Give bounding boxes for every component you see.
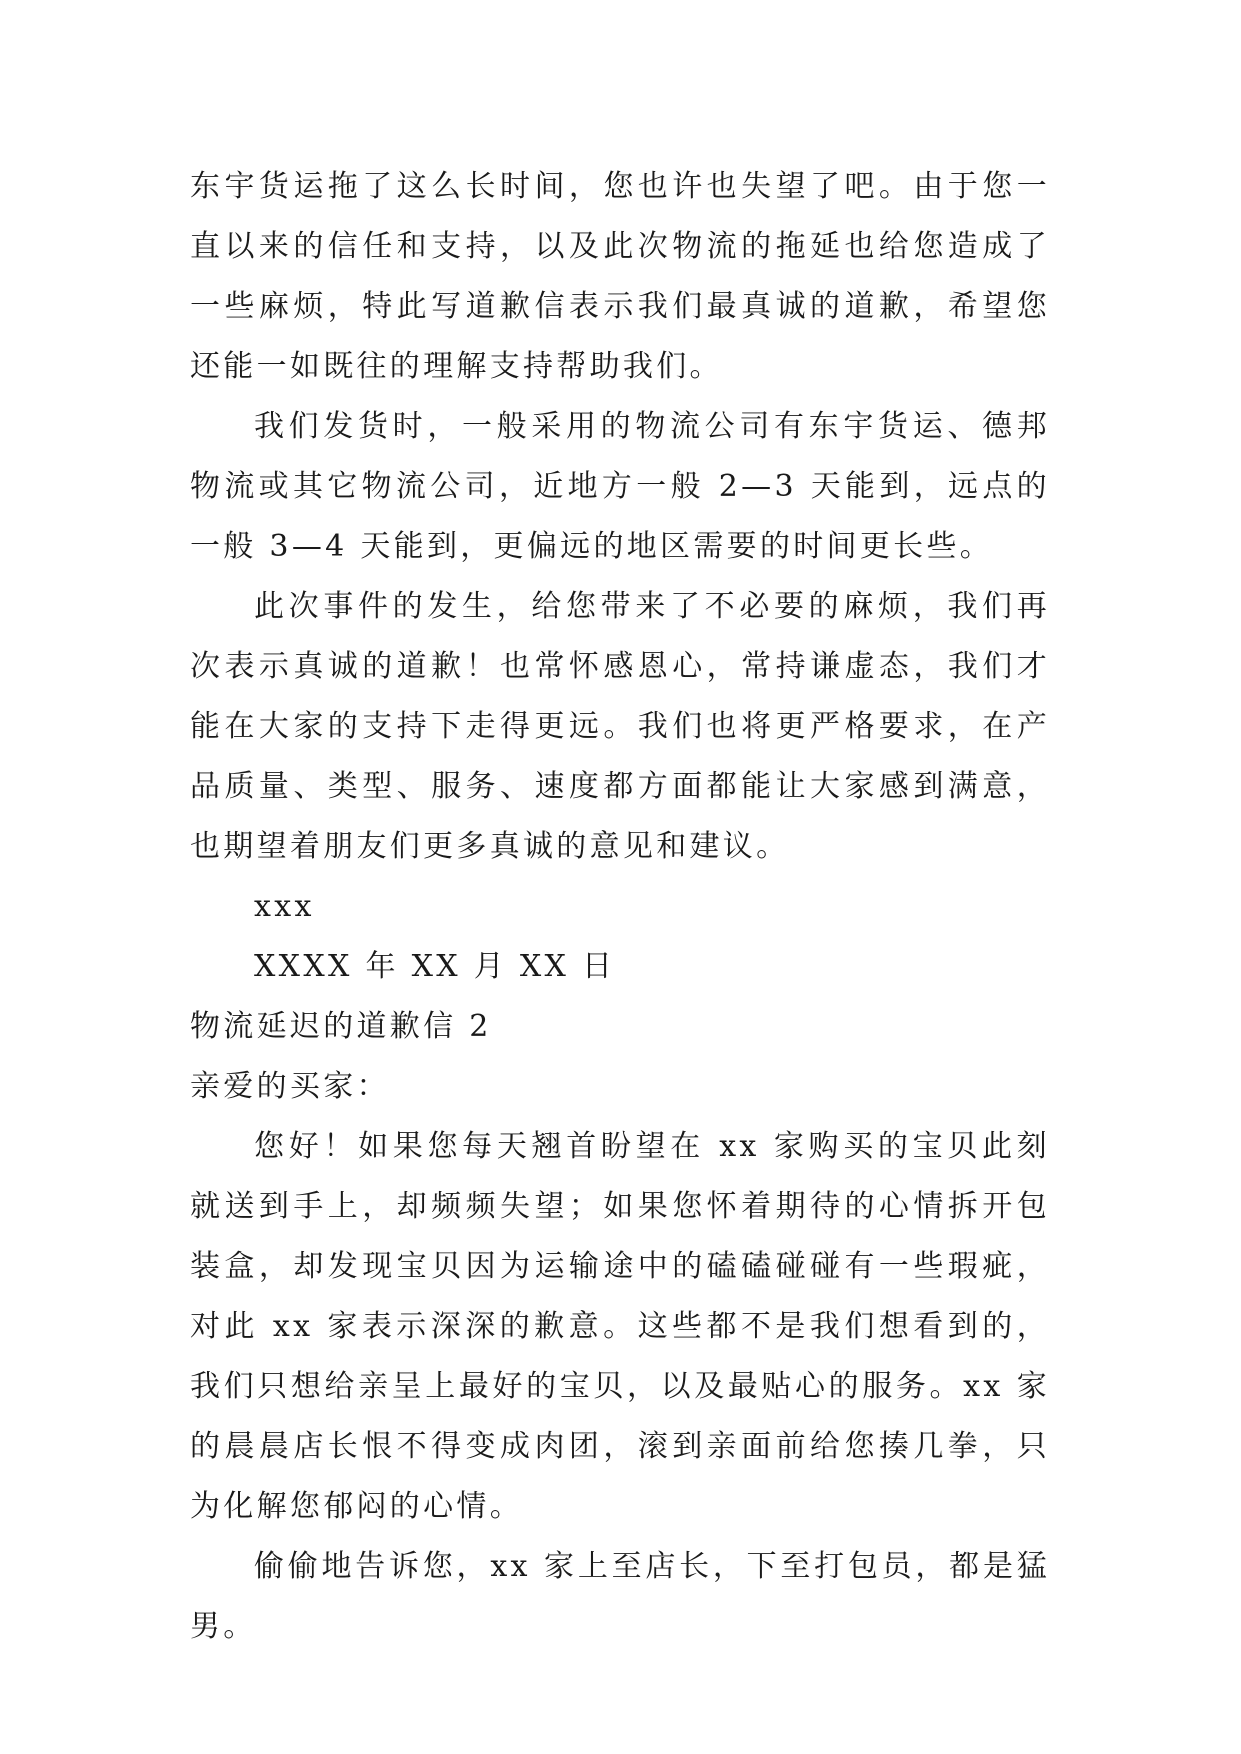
paragraph-4: 您好！如果您每天翘首盼望在 xx 家购买的宝贝此刻就送到手上，却频频失望；如果您怀着期待的心情拆开包装盒，却发现宝贝因为运输途中的磕磕碰碰有一些瑕疵，对此 xx 家表示深深的歉意。这些都不是我们想看到的，我们只想给亲呈上最好的宝贝，以及最贴心的服务。xx 家的晨晨店长恨不得变成肉团，滚到亲面前给您揍几拳，只为化解您郁闷的心情。	[190, 1129, 1050, 1524]
paragraph-5: 偷偷地告诉您，xx 家上至店长，下至打包员，都是猛男。	[190, 1549, 1050, 1644]
document-body	[190, 157, 1050, 1657]
signature-name: xxx	[254, 889, 315, 924]
paragraph-3: 此次事件的发生，给您带来了不必要的麻烦，我们再次表示真诚的道歉！也常怀感恩心，常持谦虚态，我们才能在大家的支持下走得更远。我们也将更严格要求，在产品质量、类型、服务、速度都方面都能让大家感到满意，也期望着朋友们更多真诚的意见和建议。	[190, 589, 1050, 864]
signature-date: XXXX 年 XX 月 XX 日	[254, 949, 616, 984]
paragraph-1: 东宇货运拖了这么长时间，您也许也失望了吧。由于您一直以来的信任和支持，以及此次物流的拖延也给您造成了一些麻烦，特此写道歉信表示我们最真诚的道歉，希望您还能一如既往的理解支持帮助我们。	[190, 169, 1050, 384]
paragraph-2: 我们发货时，一般采用的物流公司有东宇货运、德邦物流或其它物流公司，近地方一般 2—3 天能到，远点的一般 3—4 天能到，更偏远的地区需要的时间更长些。	[190, 409, 1050, 564]
section-title: 物流延迟的道歉信 2	[190, 1009, 492, 1044]
salutation: 亲爱的买家：	[190, 1069, 390, 1104]
